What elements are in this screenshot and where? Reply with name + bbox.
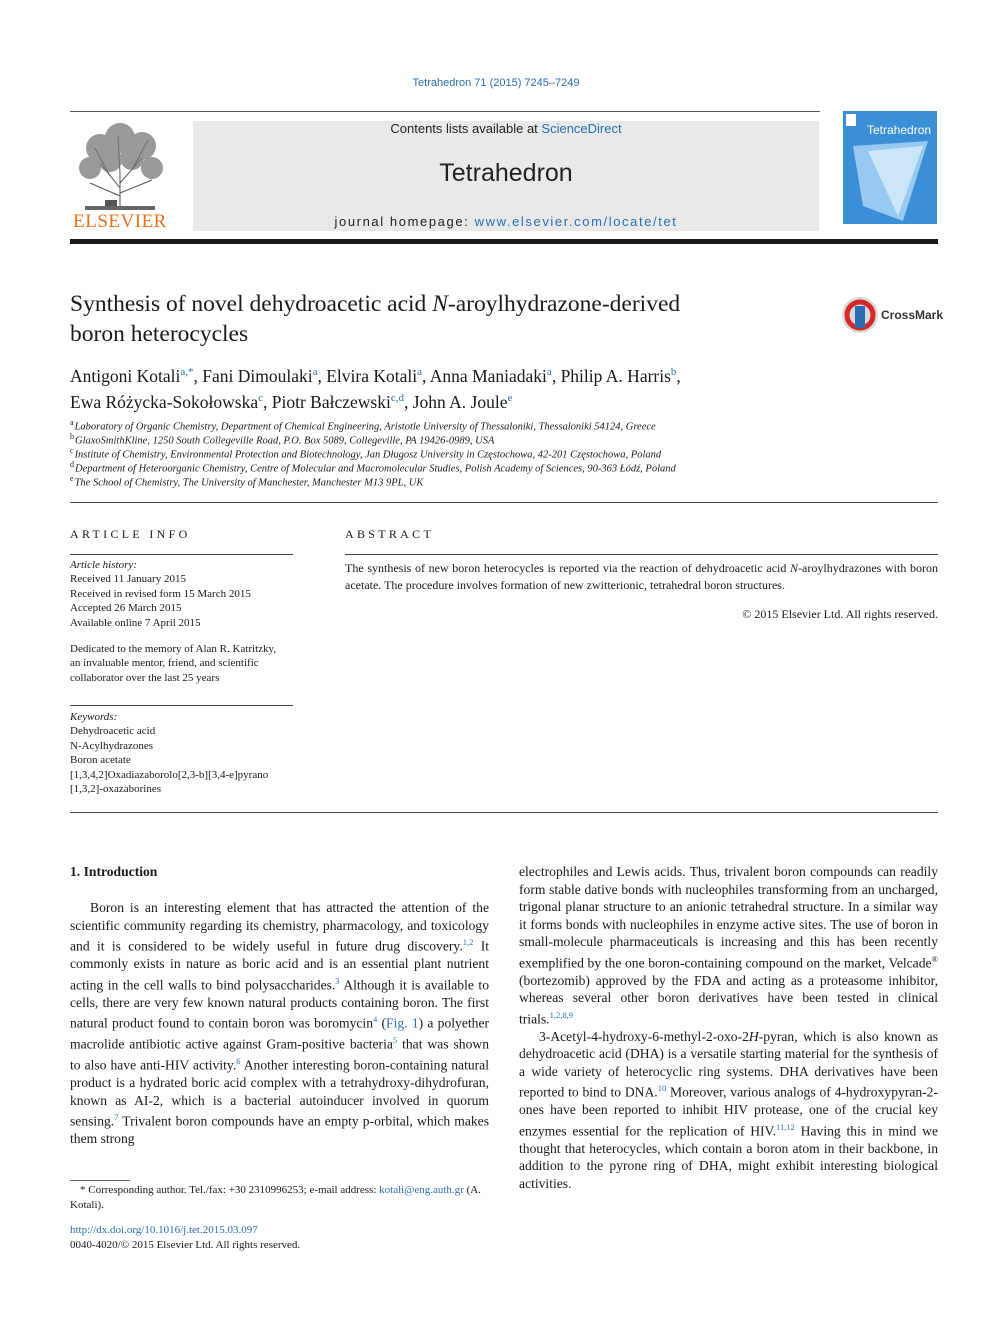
abstract-copyright: © 2015 Elsevier Ltd. All rights reserved. — [742, 607, 938, 621]
author-separator: , — [317, 365, 327, 386]
affiliation-mark: a — [70, 418, 74, 427]
journal-banner — [193, 121, 819, 231]
citation-ref[interactable]: 11,12 — [776, 1121, 795, 1132]
affiliation-mark: d — [70, 460, 74, 469]
citation-ref[interactable]: 6 — [236, 1056, 241, 1067]
author-name: Ewa Różycka-Sokołowska — [70, 391, 259, 412]
intro-right-column — [519, 863, 938, 1192]
elsevier-wordmark: ELSEVIER — [73, 211, 167, 232]
author-name: John A. Joule — [412, 391, 508, 412]
footnote-star: * — [80, 1184, 89, 1196]
affiliation-mark: b — [70, 432, 74, 441]
article-history — [70, 558, 300, 630]
author-affil-mark[interactable]: e — [507, 391, 513, 404]
affiliation-text: Laboratory of Organic Chemistry, Department of Chemical Engineering, Aristotle University of Thessaloniki, Thessaloniki 54124, Greece — [74, 421, 656, 433]
crossmark-label: CrossMark — [881, 308, 944, 322]
homepage-link[interactable]: www.elsevier.com/locate/tet — [474, 214, 678, 229]
text-run: ) a polyether macrolide antibiotic active against Gram-positive bacteria — [70, 1015, 490, 1052]
journal-cover — [843, 111, 937, 230]
italic-h: H — [748, 1028, 759, 1044]
registered-mark: ® — [931, 953, 938, 964]
intro-paragraph-1-cont — [519, 863, 938, 1028]
affiliation-text: Institute of Chemistry, Environmental Protection and Biotechnology, Jan Długosz University in Częstochowa, 42-201 Częstochowa, Poland — [74, 449, 662, 461]
intro-paragraph-1 — [70, 899, 489, 1148]
crossmark-icon — [841, 296, 879, 334]
author[interactable] — [326, 366, 422, 386]
dedication-line: collaborator over the last 25 years — [70, 671, 220, 684]
author-email-link[interactable]: kotali@eng.auth.gr — [379, 1184, 464, 1196]
keyword: N-Acylhydrazones — [70, 739, 154, 752]
history-item: Available online 7 April 2015 — [70, 616, 201, 629]
author[interactable] — [202, 366, 317, 386]
text-run: ( — [377, 1015, 387, 1031]
author-separator: , — [262, 391, 272, 412]
author-affil-mark[interactable]: a — [417, 366, 422, 378]
affiliation-text: Department of Heteroorganic Chemistry, Centre of Molecular and Macromolecular Studies, Polish Academy of Sciences, 90-363 Łódź, Poland — [75, 463, 676, 475]
author-affil-mark[interactable]: a,* — [180, 366, 194, 378]
footnote-rule — [70, 1180, 130, 1181]
section-heading-introduction: 1. Introduction — [70, 864, 158, 879]
author-separator: , — [422, 365, 430, 386]
author-affil-mark[interactable]: c — [258, 391, 263, 404]
citation-ref[interactable]: 10 — [657, 1083, 667, 1094]
affiliation-text: GlaxoSmithKline, 1250 South Collegeville Road, P.O. Box 5089, Collegeville, PA 19426-0989, USA — [75, 435, 495, 447]
corresponding-author-footnote — [70, 1183, 490, 1213]
text-run: It commonly exists in nature as boric acid and is an essential plant nutrient acting in the cell walls to bind polysaccharides. — [70, 938, 489, 993]
header-rule — [70, 111, 820, 112]
author[interactable] — [70, 366, 193, 386]
title-italic-n: N — [432, 291, 448, 317]
abstract-text-1: The synthesis of new boron heterocycles is reported via the reaction of dehydroacetic acid — [345, 561, 791, 575]
dedication-line: an invaluable mentor, friend, and scientific — [70, 657, 259, 670]
author[interactable] — [561, 366, 677, 386]
affiliation-text: The School of Chemistry, The University of Manchester, Manchester M13 9PL, UK — [74, 477, 424, 489]
author-name: Antigoni Kotali — [70, 365, 181, 386]
text-run: electrophiles and Lewis acids. Thus, trivalent boron compounds can readily form stable dative bonds with nucleophiles transforming from an uncharged, trigonal planar structure to an anionic tetrahedral structure. In a similar way it forms bonds with nucleophiles in enzyme active sites. The use of boron in small-molecule pharmaceuticals is increasing and this has been recently exemplified by the one boron-containing compound on the market, Velcade — [519, 864, 938, 971]
text-run: Having this in mind we thought that heterocycles, which contain a boron atom in their backbone, in addition to the pyrone ring of DHA, might exhibit interesting biological activities. — [519, 1123, 938, 1191]
history-item: Accepted 26 March 2015 — [70, 602, 182, 615]
abstract-text — [345, 560, 938, 593]
header-thick-rule — [70, 239, 938, 244]
footnote-text: Corresponding author. Tel./fax: +30 2310996253; e-mail address: — [88, 1184, 380, 1196]
footnote-suffix: (A. Kotali). — [70, 1184, 481, 1211]
author-affil-mark[interactable]: b — [670, 366, 677, 378]
author-list — [70, 361, 840, 413]
sciencedirect-link[interactable]: ScienceDirect — [541, 121, 622, 136]
text-run: Another interesting boron-containing natural product is a hydrated boric acid complex with a tetrahydroxy-dihydrofuran, known as AI-2, which is a bacterial autoinducer involved in quorum sensing. — [70, 1057, 489, 1129]
figure-link[interactable]: Fig. 1 — [386, 1015, 419, 1031]
author[interactable] — [70, 392, 263, 412]
affiliation-mark: c — [70, 446, 74, 455]
author[interactable] — [413, 392, 513, 412]
citation-ref[interactable]: 1,2,8,9 — [549, 1009, 573, 1020]
author-separator: , — [676, 365, 681, 386]
front-matter-rule — [70, 812, 938, 813]
author-affil-mark[interactable]: a — [546, 366, 552, 378]
author[interactable] — [430, 366, 552, 386]
author[interactable] — [272, 392, 404, 412]
keyword: [1,3,2]-oxazaborines — [70, 783, 162, 796]
journal-citation[interactable]: Tetrahedron 71 (2015) 7245–7249 — [412, 77, 580, 89]
history-item: Received 11 January 2015 — [70, 573, 186, 586]
keyword: Boron acetate — [70, 754, 131, 767]
doi-link[interactable]: http://dx.doi.org/10.1016/j.tet.2015.03.097 — [70, 1224, 258, 1236]
affiliation-rule — [70, 502, 938, 503]
history-item: Received in revised form 15 March 2015 — [70, 587, 251, 600]
intro-paragraph-2 — [519, 1028, 938, 1193]
keywords — [70, 710, 310, 796]
text-run: (bortezomib) approved by the FDA and acting as a proteasome inhibitor, whereas several other boron derivatives have been tested in clinical trials. — [519, 972, 938, 1027]
author-name: Piotr Bałczewski — [271, 391, 391, 412]
citation-ref[interactable]: 3 — [335, 975, 340, 986]
author-name: Philip A. Harris — [560, 365, 671, 386]
author-name: Anna Maniadaki — [429, 365, 547, 386]
text-run: Although it is available to cells, there are very few known natural products containing boron. The first natural product found to contain boron was boromycin — [70, 977, 489, 1031]
affiliation-mark: e — [70, 474, 74, 483]
abstract-italic-n: N — [790, 561, 799, 575]
cover-title: Tetrahedron — [867, 123, 932, 137]
text-run: -pyran, which is also known as dehydroacetic acid (DHA) is a versatile starting material for the synthesis of a wide variety of heterocyclic ring systems. DHA derivatives have been reported to bind to DNA. — [519, 1028, 938, 1100]
affiliation — [70, 472, 870, 491]
text-run: Moreover, various analogs of 4-hydroxypyran-2-ones have been reported to inhibit HIV protease, one of the crucial key enzymes essential for the replication of HIV. — [519, 1084, 939, 1139]
author-separator: , — [551, 365, 561, 386]
elsevier-logo — [70, 118, 170, 232]
title-part-1: Synthesis of novel dehydroacetic acid — [70, 291, 433, 317]
contents-prefix: Contents lists available at — [390, 121, 542, 136]
dedication-line: Dedicated to the memory of Alan R. Katritzky, — [70, 643, 277, 655]
article-info-rule — [70, 554, 293, 555]
author-name: Fani Dimoulaki — [202, 365, 313, 386]
author-name: Elvira Kotali — [326, 365, 418, 386]
citation-ref[interactable]: 1,2 — [462, 937, 474, 947]
journal-title: Tetrahedron — [439, 159, 573, 187]
text-run: 3-Acetyl-4-hydroxy-6-methyl-2-oxo-2 — [539, 1028, 749, 1044]
title-part-2: -aroylhydrazone-derived — [447, 291, 681, 317]
abstract-rule — [345, 554, 938, 555]
issn-copyright: 0040-4020/© 2015 Elsevier Ltd. All rights reserved. — [70, 1239, 301, 1251]
keywords-rule — [70, 705, 293, 706]
citation-ref[interactable]: 7 — [114, 1112, 119, 1123]
author-affil-mark[interactable]: a — [312, 366, 318, 378]
article-title — [70, 289, 810, 349]
history-label: Article history: — [70, 559, 137, 571]
homepage-line — [193, 214, 819, 229]
article-info-heading: ARTICLE INFO — [70, 527, 191, 541]
contents-line — [193, 121, 819, 136]
keyword: Dehydroacetic acid — [70, 725, 156, 738]
keywords-label: Keywords: — [70, 711, 118, 723]
text-run: Boron is an interesting element that has attracted the attention of the scientific community regarding its chemistry, pharmacology, and toxicology and it is considered to be widely useful in future drug discovery. — [70, 900, 489, 954]
homepage-prefix: journal homepage: — [334, 214, 475, 229]
text-run: Trivalent boron compounds have an empty p-orbital, which makes them strong — [70, 1113, 489, 1147]
author-separator: , — [403, 391, 413, 412]
dedication — [70, 642, 300, 685]
crossmark-badge[interactable] — [841, 296, 944, 336]
author-affil-mark[interactable]: c,d — [390, 391, 404, 404]
intro-left-column — [70, 899, 489, 1148]
abstract-heading: ABSTRACT — [345, 527, 435, 541]
text-run: that was shown to also have anti-HIV activity. — [70, 1036, 490, 1073]
author-separator: , — [193, 365, 203, 386]
abstract-text-2: -aroylhydrazones with boron acetate. The procedure involves formation of new zwitterionic, tetrahedral boron structures. — [345, 561, 938, 592]
keyword: [1,3,4,2]Oxadiazaborolo[2,3-b][3,4-e]pyrano — [70, 768, 269, 781]
title-line-2: boron heterocycles — [70, 321, 249, 347]
citation-ref[interactable]: 5 — [392, 1035, 398, 1046]
citation-ref[interactable]: 4 — [373, 1014, 378, 1025]
